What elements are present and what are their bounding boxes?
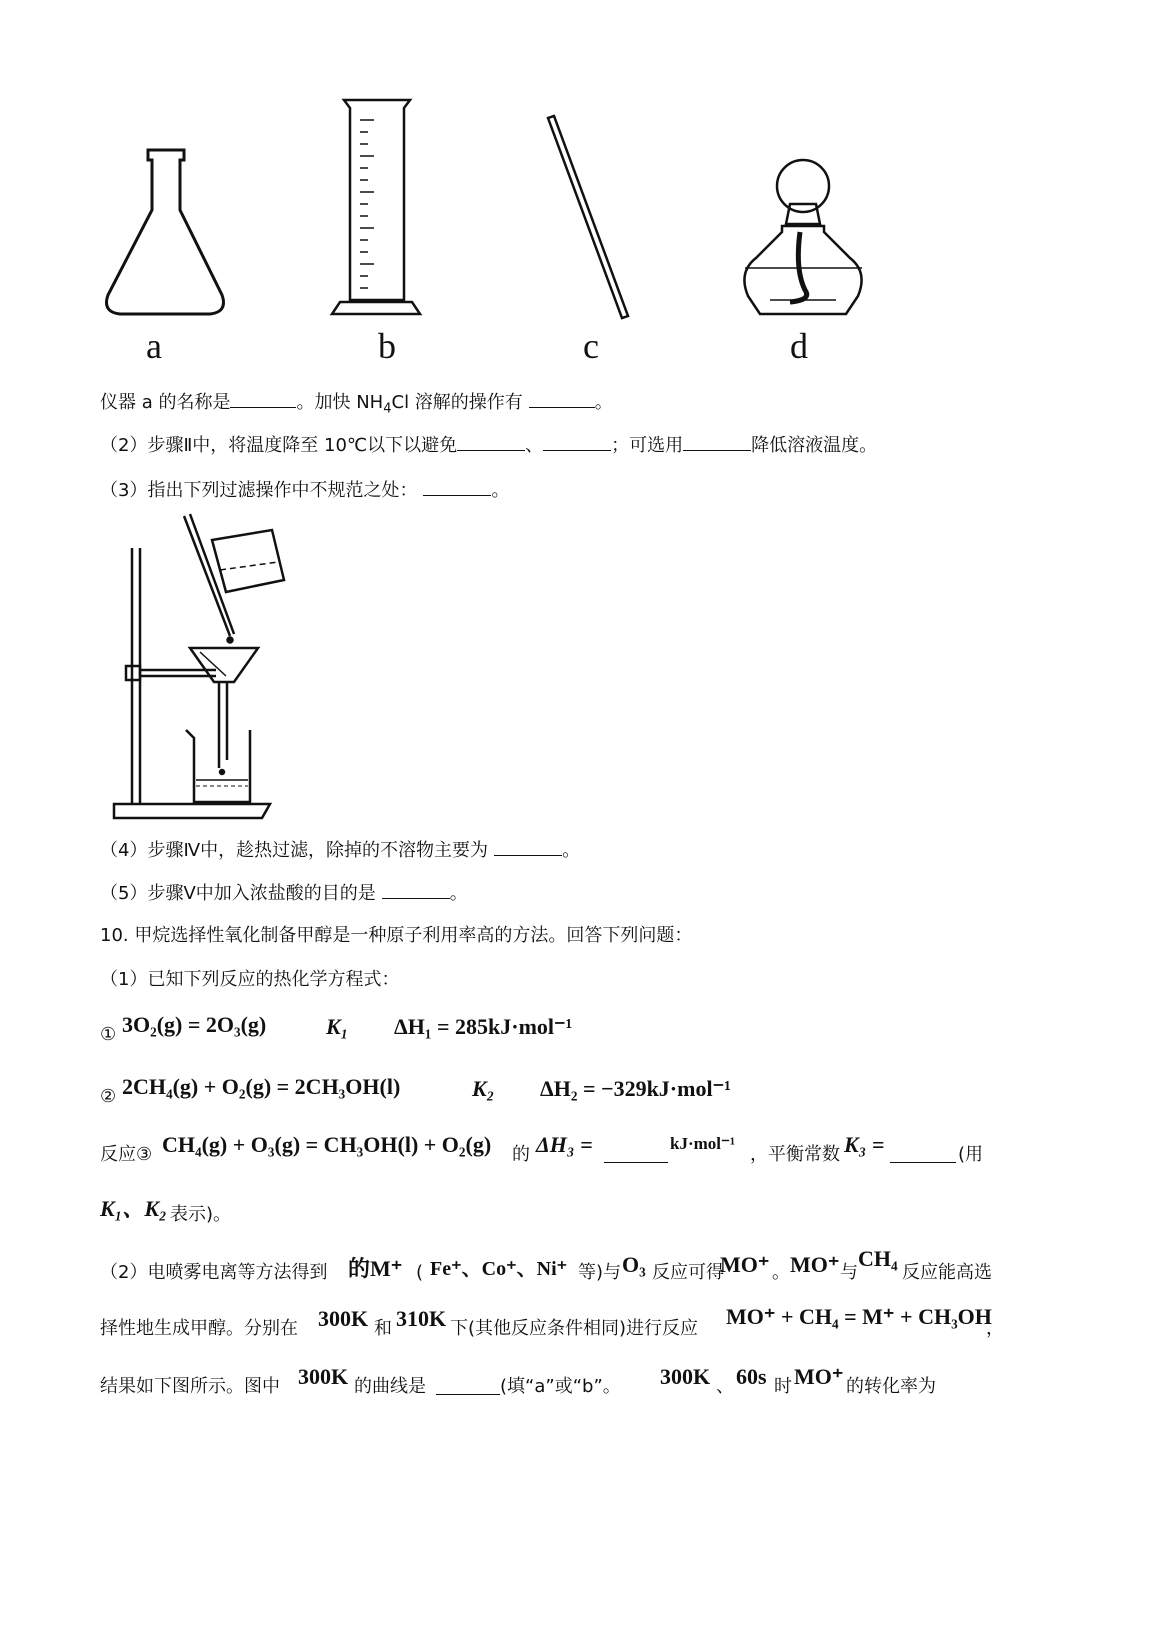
answer-blank[interactable] — [604, 1144, 668, 1163]
question-4-text: （4）步骤Ⅳ中，趁热过滤，除掉的不溶物主要为 。 — [100, 837, 580, 862]
reaction-1: ① 3O₂(g) = 2O₃(g) K₁ ΔH₁ = 285kJ·mol⁻¹ — [100, 1012, 573, 1045]
answer-blank[interactable] — [382, 880, 450, 899]
part-2-line-3: 结果如下图所示。图中 300K 的曲线是 (填“a”或“b”。 300K 、 60s 时 MO⁺ 的转化率为 — [100, 1364, 936, 1397]
problem-10-part1: （1）已知下列反应的热化学方程式： — [100, 969, 400, 990]
part-2-line-1: （2）电喷雾电离等方法得到 的M⁺ ( Fe⁺、Co⁺、Ni⁺ 等)与 O₃ 反应可得 MO⁺ 。 MO⁺ 与 CH₄ 反应能高选 — [100, 1246, 992, 1283]
question-1-text: 仪器 a 的名称是 。加快 $NH_4Cl$ 溶解的操作有 。 — [100, 389, 613, 421]
answer-blank[interactable] — [890, 1144, 956, 1163]
label-a: a — [146, 326, 162, 366]
reaction-3-tail: K₁、K₂ 表示)。 — [100, 1196, 232, 1225]
answer-blank[interactable] — [494, 837, 562, 856]
reaction-2: ② 2CH₄(g) + O₂(g) = 2CH₃OH(l) K₂ ΔH₂ = −329kJ·mol⁻¹ — [100, 1074, 731, 1107]
question-5-text: （5）步骤Ⅴ中加入浓盐酸的目的是 。 — [100, 880, 468, 905]
label-c: c — [583, 326, 599, 366]
label-b: b — [378, 326, 396, 366]
problem-10-title: 10. 甲烷选择性氧化制备甲醇是一种原子利用率高的方法。回答下列问题： — [100, 925, 693, 946]
reaction-3-line: 反应③ CH₄(g) + O₃(g) = CH₃OH(l) + O₂(g) 的 ΔH₃ = kJ·mol⁻¹ ，平衡常数 K₃ = (用 — [100, 1132, 984, 1165]
question-2-text: （2）步骤Ⅱ中，将温度降至 10℃以下以避免 、 ；可选用 降低溶液温度。 — [100, 432, 877, 457]
answer-blank[interactable] — [436, 1376, 500, 1395]
question-3-text: （3）指出下列过滤操作中不规范之处： 。 — [100, 477, 509, 502]
label-d: d — [790, 326, 808, 366]
part-2-line-2: 择性地生成甲醇。分别在 300K 和 310K 下(其他反应条件相同)进行反应 MO⁺ + CH₄ = M⁺ + CH₃OH ， — [100, 1304, 1004, 1339]
